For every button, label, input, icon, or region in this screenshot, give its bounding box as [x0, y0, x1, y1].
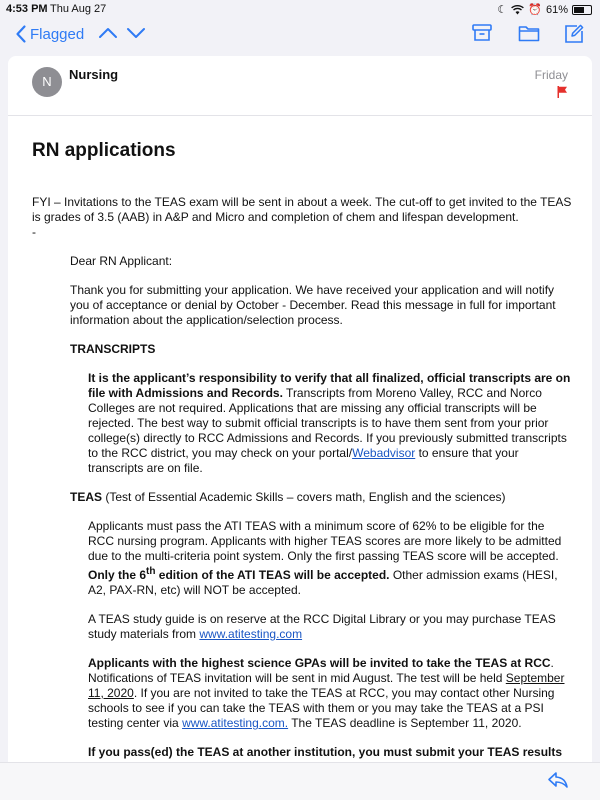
bottom-toolbar	[0, 762, 600, 800]
gpa-text-a: . Notifications of TEAS invitation will be sent in mid August. The test will be held	[88, 656, 554, 685]
message-subject: RN applications	[32, 140, 176, 161]
chevron-left-icon	[16, 25, 26, 43]
gpa-paragraph	[32, 656, 572, 731]
message-header	[8, 56, 592, 116]
teas-heading-line	[32, 490, 572, 505]
status-bar	[0, 0, 600, 18]
teas-p1-text: Applicants must pass the ATI TEAS with a minimum score of 62% to be eligible for the RCC nursing program. Applicants with higher TEAS scores are more likely to be admitted due to the multi-criteria point system. Only the first passing TEAS score will be accepted.	[88, 519, 562, 563]
sender-name[interactable]: Nursing	[69, 67, 119, 82]
battery-percent: 61%	[545, 3, 568, 16]
compose-icon[interactable]	[564, 24, 584, 44]
battery-icon	[572, 5, 592, 15]
back-button[interactable]	[16, 25, 84, 43]
teas-p1-end: Other admission exams (HESI, A2, PAX-RN, etc) will NOT be accepted.	[88, 568, 558, 597]
chevron-down-icon[interactable]	[126, 26, 146, 40]
transcripts-text: Transcripts from Moreno Valley, RCC and Norco Colleges are not required. Applications that are missing any official transcripts will be rejected. The best way to submit official transcripts is to have them sent from your prior college(s) directly to RCC Admissions and Records. If you previously submitted transcripts to the RCC district, you may check on your portal/	[88, 386, 567, 460]
transcripts-end: to ensure that your transcripts are on file.	[88, 446, 519, 475]
archive-icon[interactable]	[472, 24, 492, 42]
teas-heading: TEAS	[70, 490, 103, 504]
transcripts-heading: TRANSCRIPTS	[70, 342, 156, 356]
back-label: Flagged	[30, 25, 85, 43]
gpa-bold: Applicants with the highest science GPAs will be invited to take the TEAS at RCC	[88, 656, 551, 670]
fyi-paragraph: FYI – Invitations to the TEAS exam will be sent in about a week. The cut-off to get invited to the TEAS is grades of 3.5 (AAB) in A&P and Micro and completion of chem and lifespan development.	[32, 195, 572, 224]
transcripts-paragraph	[32, 371, 572, 476]
intro-paragraph: Thank you for submitting your application. We have received your application and will notify you of acceptance or denial by October - December. Read this message in full for important information about the application/selection process.	[70, 283, 556, 327]
webadvisor-link[interactable]: Webadvisor	[352, 446, 416, 460]
gpa-end: The TEAS deadline is September 11, 2020.	[288, 716, 522, 730]
reply-icon[interactable]	[547, 771, 569, 789]
alarm-icon: ⏰	[528, 4, 542, 16]
guide-text: A TEAS study guide is on reserve at the RCC Digital Library or you may purchase TEAS study materials from	[88, 612, 556, 641]
chevron-up-icon[interactable]	[98, 26, 118, 40]
message-card	[8, 56, 592, 762]
atitesting-link-2[interactable]: www.atitesting.com.	[182, 716, 289, 730]
study-guide-paragraph	[32, 612, 572, 642]
transcripts-bold: It is the applicant’s responsibility to verify that all finalized, official transcripts are on file with Admissions and Records.	[88, 371, 571, 400]
pass-bold-a: If you pass(ed) the TEAS at another institution, you must submit your TEAS results	[88, 745, 563, 759]
teas-edition-bold: Only the 6th edition of the ATI TEAS will be accepted.	[88, 566, 390, 582]
avatar[interactable]: N	[32, 67, 62, 97]
greeting: Dear RN Applicant:	[70, 254, 173, 268]
status-date: Thu Aug 27	[50, 3, 107, 15]
atitesting-link[interactable]: www.atitesting.com	[199, 627, 303, 641]
status-indicators	[497, 3, 592, 16]
folder-icon[interactable]	[518, 24, 540, 42]
wifi-icon	[511, 5, 524, 15]
gpa-text-b: . If you are not invited to take the TEAS at RCC, you may contact other Nursing schools to see if you can take the TEAS with them or you may take the TEAS at a PSI testing center via	[88, 686, 555, 730]
message-body	[32, 195, 572, 790]
teas-heading-rest: (Test of Essential Academic Skills – covers math, English and the sciences)	[102, 490, 506, 504]
status-time: 4:53 PM	[6, 3, 48, 15]
flag-icon	[557, 86, 568, 98]
message-date: Friday	[534, 68, 568, 82]
nav-bar	[0, 18, 600, 56]
gpa-date: September 11, 2020	[88, 671, 565, 700]
teas-requirements-paragraph	[32, 519, 572, 598]
moon-icon: ☾	[497, 4, 508, 16]
dash-line: -	[32, 225, 36, 239]
